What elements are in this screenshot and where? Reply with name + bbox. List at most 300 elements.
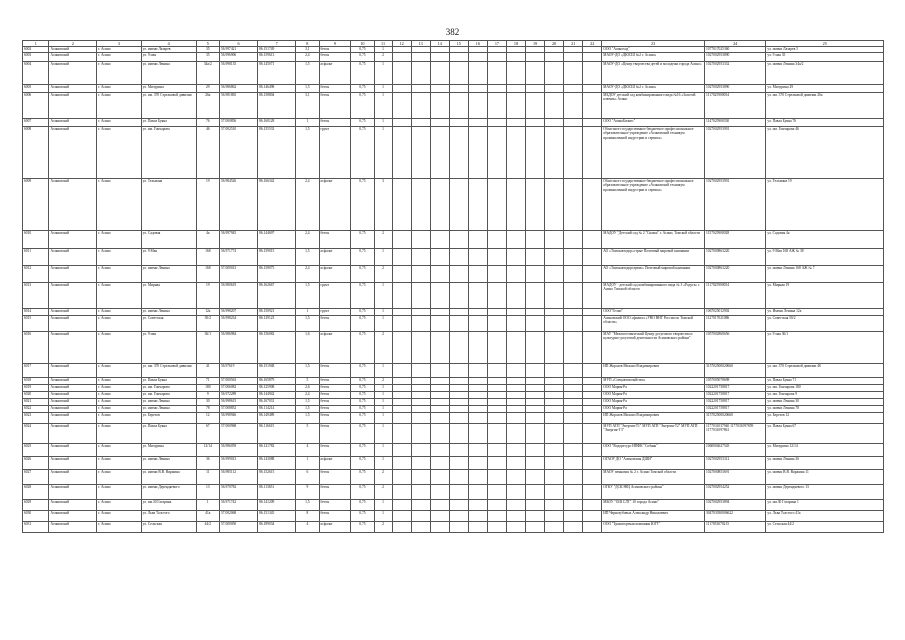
table-cell: [564, 522, 583, 533]
table-cell: [583, 500, 602, 511]
table-cell: [468, 364, 487, 378]
table-cell: асфальт: [319, 62, 351, 85]
table-cell: [564, 62, 583, 85]
table-cell: бетон: [319, 500, 351, 511]
table-cell: [545, 231, 564, 249]
table-cell: ул. 9 мая 36/1: [766, 332, 884, 364]
table-cell: [506, 249, 525, 266]
table-cell: 2,4: [296, 266, 319, 283]
table-cell: 56.998234: [219, 316, 257, 332]
table-cell: [411, 179, 430, 231]
table-cell: 1127017021086: [704, 316, 765, 332]
table-cell: 304703030006622: [704, 511, 765, 522]
table-cell: 6006: [23, 93, 49, 119]
table-cell: [487, 364, 506, 378]
table-cell: 86.114214: [258, 406, 296, 413]
table-cell: г. Асино: [97, 249, 141, 266]
table-cell: бетон: [319, 406, 351, 413]
table-cell: 76: [196, 119, 219, 127]
table-cell: [545, 413, 564, 424]
table-cell: 1022201758817: [704, 385, 765, 392]
table-cell: ул. имени В.В. Вяржина 11: [766, 470, 884, 485]
table-cell: [468, 413, 487, 424]
table-cell: [526, 316, 545, 332]
table-cell: [430, 378, 449, 385]
table-cell: 6030: [23, 511, 49, 522]
table-row: [23, 378, 884, 385]
table-cell: 57.000563: [219, 378, 257, 385]
table-cell: [545, 62, 564, 85]
table-cell: [526, 424, 545, 444]
table-cell: [392, 378, 411, 385]
table-cell: [545, 127, 564, 179]
table-cell: [506, 53, 525, 62]
table-cell: 1177031037940 1177031097859 1177031097861: [704, 424, 765, 444]
table-cell: ООО "Транспортная компания ЮГТ": [602, 522, 705, 533]
table-cell: [545, 457, 564, 470]
table-cell: г. Асино: [97, 399, 141, 406]
table-cell: [392, 93, 411, 119]
table-cell: [468, 485, 487, 500]
table-cell: 1,5: [296, 127, 319, 179]
table-cell: ул. Павла Буяна 76: [766, 119, 884, 127]
table-cell: 12/14: [196, 444, 219, 457]
table-cell: [526, 470, 545, 485]
table-cell: [564, 406, 583, 413]
table-cell: 6005: [23, 85, 49, 93]
table-cell: [583, 378, 602, 385]
table-cell: Асиновский: [49, 316, 97, 332]
table-cell: [392, 500, 411, 511]
table-cell: г. Асино: [97, 522, 141, 533]
table-cell: [487, 511, 506, 522]
table-cell: 56.986984: [219, 332, 257, 364]
table-cell: [583, 511, 602, 522]
table-cell: [392, 53, 411, 62]
table-cell: 35: [196, 53, 219, 62]
table-cell: 6002: [23, 47, 49, 53]
table-cell: 1: [374, 511, 392, 522]
table-cell: [526, 378, 545, 385]
table-cell: 86.156082: [258, 332, 296, 364]
table-cell: [392, 332, 411, 364]
table-cell: [411, 413, 430, 424]
table-cell: [583, 53, 602, 62]
table-cell: [487, 399, 506, 406]
table-cell: [564, 316, 583, 332]
table-cell: ООО "Асиноход": [602, 47, 705, 53]
table-cell: 2: [374, 231, 392, 249]
table-cell: [430, 316, 449, 332]
table-cell: 57.000013: [219, 266, 257, 283]
table-cell: Асиновский: [49, 470, 97, 485]
table-row: [23, 511, 884, 522]
table-cell: ул. Льва Толстого 41а: [766, 511, 884, 522]
table-cell: 56.971742: [219, 500, 257, 511]
table-cell: МАОУ гимназия № 2 г. Асино Томской области: [602, 470, 705, 485]
table-cell: бетон: [319, 364, 351, 378]
table-cell: 0,75: [351, 62, 374, 85]
table-cell: ул. имени Лазарев: [141, 47, 196, 53]
table-cell: [430, 364, 449, 378]
table-cell: [392, 316, 411, 332]
table-cell: [583, 385, 602, 392]
table-cell: 2,6: [296, 385, 319, 392]
table-cell: 0,75: [351, 179, 374, 231]
table-cell: ул. 9 мая: [141, 332, 196, 364]
table-cell: грунт: [319, 127, 351, 179]
table-cell: 86.151749: [258, 47, 296, 53]
table-cell: г. Асино: [97, 332, 141, 364]
table-cell: бетон: [319, 392, 351, 399]
column-number-cell: 4: [141, 41, 196, 47]
table-cell: [430, 399, 449, 406]
table-cell: 1: [374, 85, 392, 93]
table-cell: ООО Мария-Ра: [602, 385, 705, 392]
table-cell: 1027002953894: [704, 500, 765, 511]
table-cell: [430, 406, 449, 413]
table-cell: 0,75: [351, 93, 374, 119]
table-cell: [526, 457, 545, 470]
table-cell: 1: [296, 457, 319, 470]
table-row: [23, 53, 884, 62]
table-cell: [526, 249, 545, 266]
table-cell: Асиновский: [49, 309, 97, 316]
table-cell: 1,6: [296, 332, 319, 364]
table-cell: г. Асино: [97, 385, 141, 392]
table-cell: 1: [374, 309, 392, 316]
table-cell: [583, 457, 602, 470]
table-cell: 86.159613: [258, 53, 296, 62]
table-cell: 0,75: [351, 332, 374, 364]
table-cell: [506, 283, 525, 309]
table-cell: [468, 500, 487, 511]
table-cell: Асиновский: [49, 392, 97, 399]
table-cell: [526, 364, 545, 378]
table-cell: [392, 424, 411, 444]
table-cell: 6021: [23, 399, 49, 406]
table-cell: 0,75: [351, 511, 374, 522]
table-cell: 8: [296, 511, 319, 522]
table-cell: [430, 283, 449, 309]
table-cell: [583, 266, 602, 283]
column-number-cell: 21: [564, 41, 583, 47]
table-cell: 1027002953901: [704, 127, 765, 179]
table-cell: [545, 522, 564, 533]
table-cell: 56.985112: [219, 470, 257, 485]
table-cell: [545, 119, 564, 127]
table-cell: [411, 316, 430, 332]
table-cell: [449, 93, 468, 119]
table-cell: [392, 283, 411, 309]
table-cell: ул. Сельская 44/2: [766, 522, 884, 533]
table-cell: Асиновский: [49, 47, 97, 53]
table-cell: 0,75: [351, 266, 374, 283]
table-cell: 41а: [196, 511, 219, 522]
column-number-cell: 23: [602, 41, 705, 47]
table-cell: [468, 231, 487, 249]
table-cell: 86.125908: [258, 385, 296, 392]
table-cell: 1,5: [296, 413, 319, 424]
table-cell: [487, 470, 506, 485]
table-cell: [564, 309, 583, 316]
table-cell: [506, 444, 525, 457]
table-cell: [564, 413, 583, 424]
table-cell: 5: [296, 424, 319, 444]
table-cell: 6: [296, 470, 319, 485]
table-cell: [411, 127, 430, 179]
table-cell: 1: [374, 47, 392, 53]
table-cell: [449, 485, 468, 500]
table-cell: г. Асино: [97, 511, 141, 522]
table-cell: 1: [296, 309, 319, 316]
table-cell: ул. имени Дерендяевого 13: [766, 485, 884, 500]
table-cell: МАДОУ - детский сад комбинированного вида № 3 «Радуга» г. Асино Томской области: [602, 283, 705, 309]
table-cell: [411, 522, 430, 533]
table-cell: ул. им. 370 Стрелковой дивизии: [141, 364, 196, 378]
table-cell: 1: [374, 444, 392, 457]
column-number-cell: 18: [506, 41, 525, 47]
table-cell: бетон: [319, 424, 351, 444]
table-cell: МБДОУ детский сад комбинированного вида №16 «Золотой ключик» Асино: [602, 93, 705, 119]
table-cell: 1: [296, 119, 319, 127]
table-cell: 6028: [23, 485, 49, 500]
table-cell: [545, 316, 564, 332]
table-cell: 1,5: [296, 364, 319, 378]
table-cell: [506, 231, 525, 249]
table-cell: [506, 179, 525, 231]
table-cell: [449, 470, 468, 485]
table-cell: ООО Мария-Ра: [602, 399, 705, 406]
table-cell: 86.155533: [258, 127, 296, 179]
table-cell: 50/2: [196, 316, 219, 332]
table-row: [23, 309, 884, 316]
table-cell: ООО Мария-Ра: [602, 406, 705, 413]
table-cell: [583, 283, 602, 309]
table-cell: бетон: [319, 485, 351, 500]
table-cell: 86.162667: [258, 283, 296, 309]
table-cell: [583, 119, 602, 127]
table-cell: Асиновский: [49, 522, 97, 533]
table-cell: [430, 249, 449, 266]
table-cell: 1057002860656: [704, 332, 765, 364]
table-cell: Асиновский: [49, 266, 97, 283]
table-cell: [506, 413, 525, 424]
table-cell: 0,75: [351, 424, 374, 444]
table-cell: Асиновский: [49, 399, 97, 406]
table-cell: [430, 457, 449, 470]
table-cell: Асиновский: [49, 485, 97, 500]
table-cell: ул. Сельская: [141, 522, 196, 533]
table-cell: [411, 457, 430, 470]
table-cell: [392, 485, 411, 500]
table-cell: [468, 53, 487, 62]
table-row: [23, 127, 884, 179]
table-cell: [430, 62, 449, 85]
table-cell: [468, 378, 487, 385]
table-cell: [545, 332, 564, 364]
table-cell: Асиновский: [49, 406, 97, 413]
table-cell: 56.972289: [219, 392, 257, 399]
table-cell: [392, 457, 411, 470]
table-cell: 86.149489: [258, 413, 296, 424]
table-cell: бетон: [319, 316, 351, 332]
table-cell: [449, 179, 468, 231]
table-cell: 4: [296, 444, 319, 457]
table-cell: Асиновский: [49, 444, 97, 457]
table-cell: [449, 406, 468, 413]
table-cell: 315702500020660: [704, 413, 765, 424]
table-cell: г. Асино: [97, 231, 141, 249]
table-cell: [487, 392, 506, 399]
table-cell: 36: [196, 457, 219, 470]
table-cell: [430, 392, 449, 399]
table-cell: [411, 62, 430, 85]
table-cell: 86.121782: [258, 444, 296, 457]
table-cell: [487, 62, 506, 85]
table-cell: ул. имени Ленина: [141, 266, 196, 283]
table-cell: [392, 127, 411, 179]
table-cell: 0,75: [351, 364, 374, 378]
table-cell: [583, 231, 602, 249]
table-cell: [545, 309, 564, 316]
table-cell: МАОУ-ДО «ДЮСШ №2 г. Асино»: [602, 53, 705, 62]
table-cell: 0,75: [351, 283, 374, 309]
table-cell: [392, 309, 411, 316]
table-cell: ул. Советская: [141, 316, 196, 332]
table-cell: [545, 378, 564, 385]
table-cell: [468, 93, 487, 119]
table-cell: 2,4: [296, 231, 319, 249]
table-cell: бетон: [319, 378, 351, 385]
table-cell: 1,5: [296, 85, 319, 93]
table-cell: 2: [374, 470, 392, 485]
table-cell: [392, 406, 411, 413]
table-cell: 1,5: [296, 406, 319, 413]
table-row: [23, 424, 884, 444]
table-cell: [545, 444, 564, 457]
table-cell: г. Асино: [97, 85, 141, 93]
table-cell: [430, 85, 449, 93]
table-cell: 9: [196, 392, 219, 399]
table-cell: [487, 249, 506, 266]
table-cell: [564, 249, 583, 266]
table-cell: 1027002953332: [704, 62, 765, 85]
table-cell: ул. им. Гончарова 180: [766, 385, 884, 392]
table-cell: 86.159015: [258, 249, 296, 266]
table-cell: [506, 119, 525, 127]
table-cell: ул. имени В.В. Вяржина: [141, 470, 196, 485]
table-cell: 0,75: [351, 309, 374, 316]
table-cell: 1027002953890: [704, 85, 765, 93]
table-cell: [411, 364, 430, 378]
table-cell: г. Асино: [97, 457, 141, 470]
table-cell: [564, 385, 583, 392]
table-cell: 1: [374, 406, 392, 413]
table-cell: 56.986059: [219, 444, 257, 457]
table-cell: 5: [296, 378, 319, 385]
table-cell: 1027000853691: [704, 470, 765, 485]
table-cell: [506, 399, 525, 406]
table-cell: 86.158075: [258, 266, 296, 283]
table-cell: 56.998135: [219, 62, 257, 85]
table-cell: [468, 385, 487, 392]
table-cell: 1157025900028: [704, 231, 765, 249]
table-cell: 1: [374, 413, 392, 424]
table-cell: 86.160128: [258, 119, 296, 127]
table-cell: [545, 392, 564, 399]
table-cell: Асиновский: [49, 511, 97, 522]
table-cell: [430, 266, 449, 283]
table-row: [23, 406, 884, 413]
table-cell: ул. им.30 Гагарина: [141, 500, 196, 511]
table-cell: 6013: [23, 283, 49, 309]
table-cell: 56.97619: [219, 364, 257, 378]
table-cell: 57.008852: [219, 406, 257, 413]
table-cell: [411, 53, 430, 62]
table-cell: Асиновский: [49, 378, 97, 385]
table-cell: ул. Мичурина 12/14: [766, 444, 884, 457]
table-cell: МУП АТП "Энергия-Т1" МУП АТП "Энергия-Т2" МУП АТП "Энергия-Т3": [602, 424, 705, 444]
table-cell: 1: [374, 316, 392, 332]
table-cell: ул. Павла Буяна 71: [766, 378, 884, 385]
table-cell: [392, 249, 411, 266]
table-cell: Асиновский: [49, 179, 97, 231]
table-cell: [392, 392, 411, 399]
table-cell: [545, 511, 564, 522]
table-cell: 0,75: [351, 399, 374, 406]
table-cell: ул. им. 370 Стрелковой дивизии 26а: [766, 93, 884, 119]
table-cell: ул. имени Ленина 34а/2: [766, 62, 884, 85]
table-cell: [392, 231, 411, 249]
table-cell: Асиновский: [49, 85, 97, 93]
table-cell: Асиновский: [49, 93, 97, 119]
table-cell: [430, 309, 449, 316]
table-cell: [506, 316, 525, 332]
table-cell: [545, 266, 564, 283]
table-cell: асфальт: [319, 522, 351, 533]
table-cell: Асиновский: [49, 500, 97, 511]
table-cell: г. Асино: [97, 470, 141, 485]
table-cell: 86.144697: [258, 231, 296, 249]
table-cell: [487, 266, 506, 283]
table-cell: [564, 470, 583, 485]
table-cell: [392, 399, 411, 406]
table-cell: [449, 85, 468, 93]
table-cell: [526, 511, 545, 522]
table-cell: [468, 309, 487, 316]
table-cell: ул. им. Гончарова: [141, 127, 196, 179]
table-cell: 2: [374, 485, 392, 500]
table-cell: 56.998615: [219, 399, 257, 406]
table-cell: 46: [196, 127, 219, 179]
table-cell: МАОУ-ДО «Центр творчества детей и молодежи города Асино»: [602, 62, 705, 85]
table-cell: [506, 266, 525, 283]
table-cell: 0,75: [351, 316, 374, 332]
table-cell: [449, 399, 468, 406]
table-row: [23, 385, 884, 392]
table-cell: [545, 283, 564, 309]
table-cell: г. Асино: [97, 316, 141, 332]
table-cell: [449, 500, 468, 511]
table-cell: [449, 364, 468, 378]
table-cell: [583, 93, 602, 119]
table-cell: [411, 444, 430, 457]
table-cell: 0,75: [351, 413, 374, 424]
table-row: [23, 485, 884, 500]
table-cell: 2: [374, 332, 392, 364]
table-cell: 6019: [23, 385, 49, 392]
